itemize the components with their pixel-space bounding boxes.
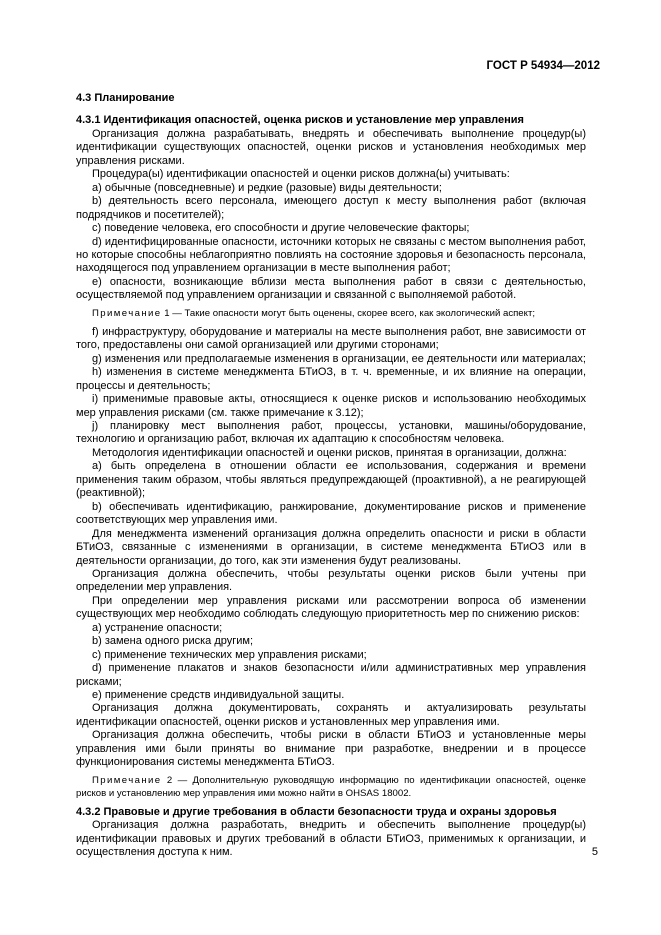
list-item: c) поведение человека, его способности и другие человеческие факторы; bbox=[92, 222, 470, 235]
paragraph: Организация должна обеспечить, чтобы риски в области БТиОЗ и установленные меры управления ими были приняты во внимание при разработке, внедрении и в процессе функционирования системы менеджмента БТиОЗ. bbox=[76, 729, 586, 769]
note bbox=[76, 307, 586, 320]
document-body bbox=[76, 92, 586, 860]
section-title: 4.3 Планирование bbox=[76, 92, 175, 104]
list-item: h) изменения в системе менеджмента БТиОЗ, в т. ч. временные, и их влияние на операции, процессы и деятельность; bbox=[76, 366, 586, 392]
paragraph: Для менеджмента изменений организация должна определить опасности и риски в области БТиОЗ, связанные с изменениями в организации, в системе менеджмента БТиОЗ или в деятельности организации, до того, как эти изменения будут реализованы. bbox=[76, 527, 586, 567]
list-item: g) изменения или предполагаемые изменения в организации, ее деятельности или материалах; bbox=[92, 352, 586, 365]
note-label: Примечание bbox=[92, 307, 162, 319]
paragraph: Организация должна обеспечить, чтобы результаты оценки рисков были учтены при определении мер управления. bbox=[76, 567, 586, 594]
list-item: b) обеспечивать идентификацию, ранжирование, документирование рисков и применение соответствующих мер управления ими. bbox=[76, 500, 586, 527]
note-text: 2 — Дополнительную руководящую информацию по идентификации опасностей, оценке рисков и установлению мер управления ими можно найти в OHSAS 18002. bbox=[76, 774, 587, 799]
list-item: d) применение плакатов и знаков безопасности и/или административных мер управления рисками; bbox=[76, 662, 586, 688]
list-item: a) быть определена в отношении области ее использования, содержания и времени применения таким образом, чтобы являться предупреждающей (проактивной), а не реагирующей (реактивной); bbox=[76, 460, 586, 500]
list-item: j) планировку мест выполнения работ, процессы, установки, машины/оборудование, технологию и организацию работ, включая их адаптацию к способностям человека. bbox=[76, 419, 586, 446]
subsection-title: 4.3.2 Правовые и другие требования в области безопасности труда и охраны здоровья bbox=[76, 805, 557, 818]
note-label: Примечание bbox=[92, 774, 162, 786]
list-item: i) применимые правовые акты, относящиеся к оценке рисков и использованию необходимых мер управления рисками (см. также примечание к 3.12); bbox=[76, 393, 586, 419]
paragraph: Организация должна документировать, сохранять и актуализировать результаты идентификации опасностей, оценки рисков и установленных мер управления ими. bbox=[76, 702, 586, 728]
list-item: c) применение технических мер управления рисками; bbox=[92, 648, 367, 661]
list-item: e) опасности, возникающие вблизи места выполнения работ в связи с деятельностью, осуществляемой под управлением организации и связанной с выполняемой работой. bbox=[76, 275, 586, 302]
list-item: d) идентифицированные опасности, источники которых не связаны с местом выполнения работ, но которые способны неблагоприятно повлиять на состояние здоровья и безопасность персонала, находящегося под управлением организации в месте выполнения работ; bbox=[76, 235, 586, 275]
paragraph: При определении мер управления рисками или рассмотрении вопроса об изменении существующих мер необходимо соблюдать следующую приоритетность мер по снижению рисков: bbox=[76, 594, 586, 621]
paragraph: Процедура(ы) идентификации опасностей и оценки рисков должна(ы) учитывать: bbox=[92, 168, 510, 181]
page-number: 5 bbox=[591, 846, 598, 858]
list-item: b) замена одного риска другим; bbox=[92, 635, 254, 648]
list-item: e) применение средств индивидуальной защиты. bbox=[92, 689, 345, 702]
paragraph: Организация должна разрабатывать, внедрять и обеспечивать выполнение процедур(ы) идентификации существующих опасностей, оценки рисков и установления необходимых мер управления рисками. bbox=[76, 127, 586, 167]
list-item: f) инфраструктуру, оборудование и материалы на месте выполнения работ, вне зависимости от того, предоставлены они самой организацией или другими сторонами; bbox=[76, 325, 586, 352]
note bbox=[76, 774, 586, 800]
list-item: a) обычные (повседневные) и редкие (разовые) виды деятельности; bbox=[92, 181, 442, 194]
document-code: ГОСТ Р 54934—2012 bbox=[486, 60, 600, 72]
paragraph: Методология идентификации опасностей и оценки рисков, принятая в организации, должна: bbox=[92, 446, 567, 459]
subsection-title: 4.3.1 Идентификация опасностей, оценка рисков и установление мер управления bbox=[76, 114, 524, 127]
note-text: 1 — Такие опасности могут быть оценены, скорее всего, как экологический аспект; bbox=[164, 307, 536, 319]
paragraph: Организация должна разработать, внедрить и обеспечить выполнение процедур(ы) идентификации правовых и других требований в области БТиОЗ, применимых к организации, и осуществления доступа к ним. bbox=[76, 819, 586, 859]
list-item: a) устранение опасности; bbox=[92, 621, 223, 634]
list-item: b) деятельность всего персонала, имеющего доступ к месту выполнения работ (включая подрядчиков и посетителей); bbox=[76, 195, 586, 221]
